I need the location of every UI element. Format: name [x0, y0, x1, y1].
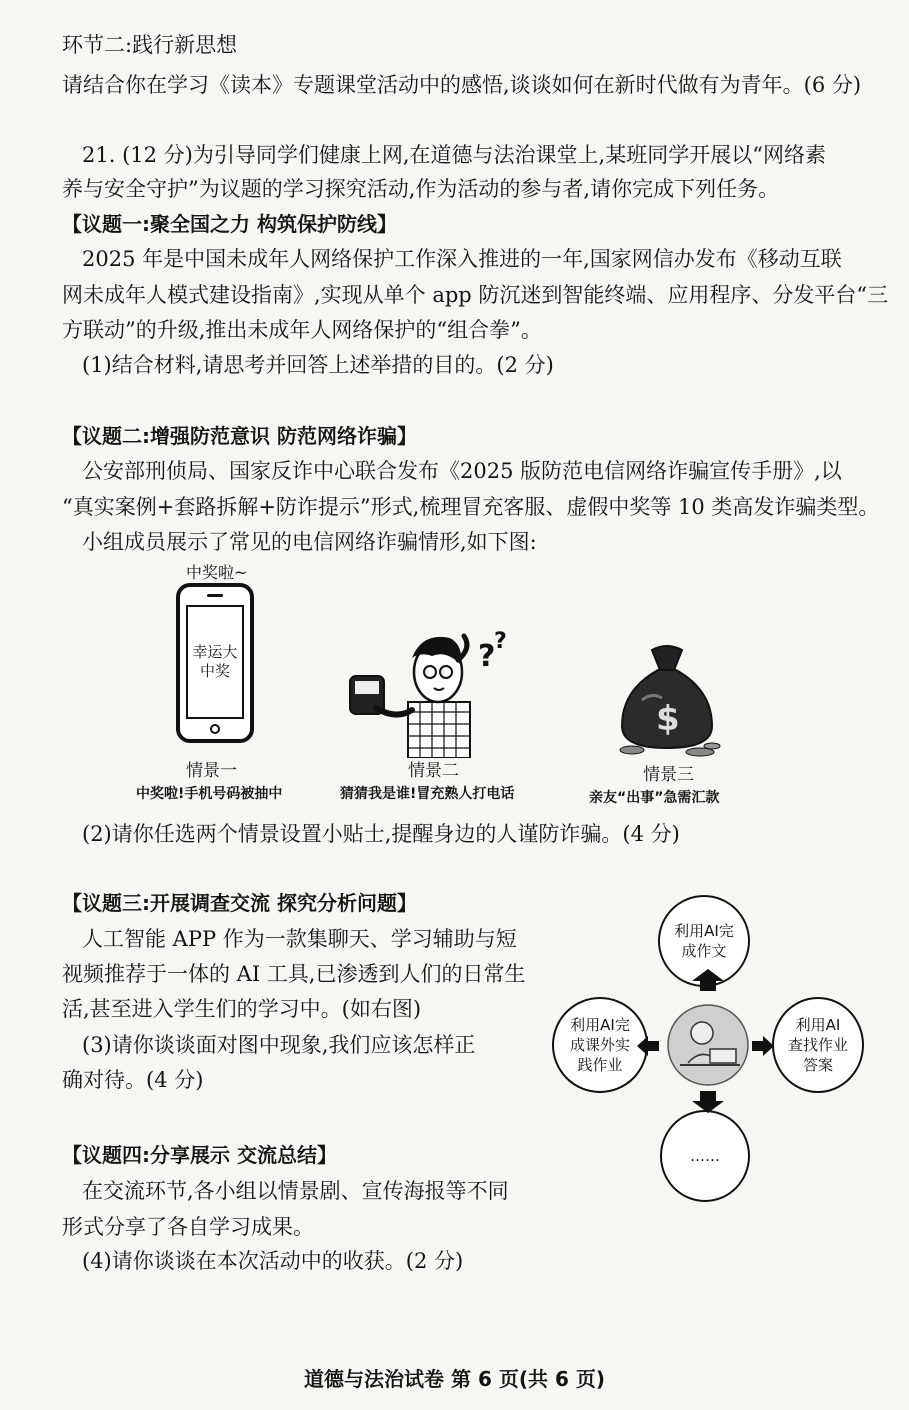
- scene3-caption: 亲友“出事”急需汇款: [589, 790, 720, 806]
- scene2-caption: 猜猜我是谁!冒充熟人打电话: [340, 786, 515, 802]
- topic1-question: (1)结合材料,请思考并回答上述举措的目的。(2 分): [82, 353, 554, 377]
- topic4-material-1: 在交流环节,各小组以情景剧、宣传海报等不同: [82, 1179, 509, 1203]
- diagram-node-top: 利用AI完 成作文: [658, 895, 750, 987]
- q21-intro-line-2: 养与安全守护”为议题的学习探究活动,作为活动的参与者,请你完成下列任务。: [62, 177, 780, 201]
- q21-intro-line-1: 21. (12 分)为引导同学们健康上网,在道德与法治课堂上,某班同学开展以“网络素: [82, 143, 826, 167]
- topic1-material-3: 方联动”的升级,推出未成年人网络保护的“组合拳”。: [62, 318, 542, 342]
- topic3-material-1: 人工智能 APP 作为一款集聊天、学习辅助与短: [82, 927, 517, 951]
- topic2-material-2: “真实案例+套路拆解+防诈提示”形式,梳理冒充客服、虚假中奖等 10 类高发诈骗类型。: [62, 495, 880, 519]
- phone-speaker-icon: [207, 594, 223, 597]
- svg-text:$: $: [656, 699, 680, 739]
- diagram-node-bottom: ……: [660, 1110, 750, 1202]
- scene1-caption: 中奖啦!手机号码被抽中: [136, 786, 283, 802]
- topic4-material-2: 形式分享了各自学习成果。: [62, 1215, 314, 1239]
- scene3-label: 情景三: [643, 765, 694, 785]
- topic2-material-3: 小组成员展示了常见的电信网络诈骗情形,如下图:: [82, 530, 537, 554]
- topic1-material-2: 网未成年人模式建设指南》,实现从单个 app 防沉迷到智能终端、应用程序、分发平台“三: [62, 283, 889, 307]
- topic2-material-1: 公安部刑侦局、国家反诈中心联合发布《2025 版防范电信网络诈骗宣传手册》,以: [82, 459, 842, 483]
- phone-illustration: [176, 583, 254, 743]
- topic3-title: 【议题三:开展调查交流 探究分析问题】: [62, 891, 417, 915]
- scene1-top-text: 中奖啦~: [186, 563, 248, 582]
- page-footer: 道德与法治试卷 第 6 页(共 6 页): [304, 1367, 605, 1391]
- svg-text:?: ?: [494, 629, 507, 654]
- arrow-left-icon: [637, 1036, 659, 1056]
- topic3-question-1: (3)请你谈谈面对图中现象,我们应该怎样正: [82, 1033, 476, 1057]
- topic4-question: (4)请你谈谈在本次活动中的收获。(2 分): [82, 1249, 464, 1273]
- section-question: 请结合你在学习《读本》专题课堂活动中的感悟,谈谈如何在新时代做有为青年。(6 分): [62, 73, 862, 97]
- arrow-right-icon: [752, 1036, 774, 1056]
- topic4-title: 【议题四:分享展示 交流总结】: [62, 1143, 337, 1167]
- phone-screen-text: 幸运大 中奖: [186, 605, 244, 719]
- topic1-material-1: 2025 年是中国未成年人网络保护工作深入推进的一年,国家网信办发布《移动互联: [82, 247, 842, 271]
- topic2-question: (2)请你任选两个情景设置小贴士,提醒身边的人谨防诈骗。(4 分): [82, 822, 680, 846]
- topic1-title: 【议题一:聚全国之力 构筑保护防线】: [62, 212, 397, 236]
- topic3-question-2: 确对待。(4 分): [62, 1068, 204, 1092]
- confused-caller-illustration: [346, 628, 516, 758]
- section-heading: 环节二:践行新思想: [62, 33, 238, 57]
- topic2-title: 【议题二:增强防范意识 防范网络诈骗】: [62, 424, 417, 448]
- scene1-label: 情景一: [186, 761, 237, 781]
- money-bag-illustration: [612, 640, 722, 758]
- topic3-material-2: 视频推荐于一体的 AI 工具,已渗透到人们的日常生: [62, 962, 526, 986]
- diagram-node-left: 利用AI完 成课外实 践作业: [552, 997, 648, 1093]
- topic3-material-3: 活,甚至进入学生们的学习中。(如右图): [62, 997, 422, 1021]
- svg-text:?: ?: [478, 639, 496, 674]
- scene2-label: 情景二: [408, 761, 459, 781]
- diagram-node-right: 利用AI 查找作业 答案: [772, 997, 864, 1093]
- phone-home-button-icon: [210, 724, 220, 734]
